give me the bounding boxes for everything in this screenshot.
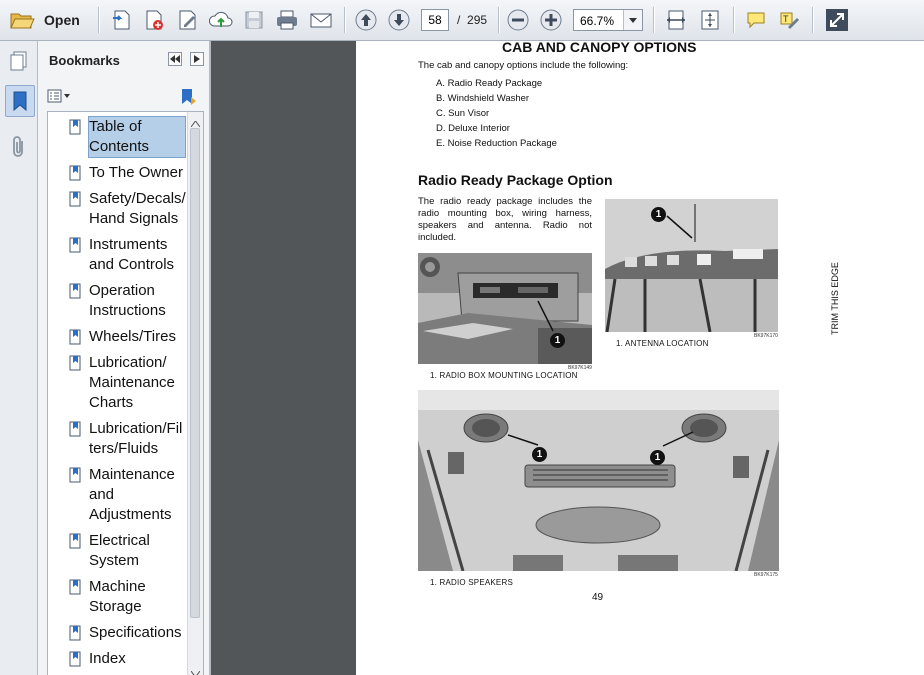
bookmark-page-icon	[69, 165, 81, 184]
callout-marker: 1	[532, 447, 547, 462]
page-number-input[interactable]: 58	[421, 9, 449, 31]
navigation-rail	[0, 41, 38, 675]
fit-page-icon[interactable]	[697, 8, 723, 32]
figure-code: BK97K149	[568, 365, 592, 371]
option-item: A. Radio Ready Package	[436, 78, 543, 89]
save-icon[interactable]	[241, 8, 267, 32]
intro-text: The cab and canopy options include the following:	[418, 60, 629, 71]
panel-forward-icon[interactable]	[190, 52, 204, 66]
upload-cloud-icon[interactable]	[207, 8, 235, 32]
page-heading: CAB AND CANOPY OPTIONS	[502, 41, 697, 55]
edit-document-icon[interactable]	[175, 8, 201, 32]
bookmarks-panel	[38, 41, 210, 675]
figure-caption: 1. ANTENNA LOCATION	[616, 339, 709, 348]
comment-icon[interactable]	[743, 8, 769, 32]
trim-edge-label: TRIM THIS EDGE	[830, 262, 840, 335]
bookmark-page-icon	[69, 329, 81, 348]
callout-marker: 1	[651, 207, 666, 222]
expand-bookmark-icon[interactable]	[179, 87, 199, 107]
radio-box-photo	[418, 253, 592, 364]
option-item: E. Noise Reduction Package	[436, 138, 557, 149]
bookmark-page-icon	[69, 467, 81, 486]
previous-page-icon[interactable]	[353, 8, 379, 32]
bookmark-page-icon	[69, 283, 81, 302]
bookmark-tree: Table of Contents To The Owner Safety/Decals/ Hand Signals Instruments and Controls Operation Instructions Wheels/Tires Lubrication/ Maintenance Charts Lubrication/Fil ters/Fluids Maintenance and Adjustments Electrical System Machine Storage Specifications Index	[47, 111, 204, 675]
page-number: 49	[592, 592, 604, 603]
section-title: Radio Ready Package Option	[418, 172, 613, 188]
figure-caption: 1. RADIO BOX MOUNTING LOCATION	[430, 371, 578, 380]
callout-marker: 1	[650, 450, 665, 465]
highlight-text-icon[interactable]	[776, 8, 802, 32]
zoom-out-icon[interactable]	[505, 8, 531, 32]
bookmark-page-icon	[69, 579, 81, 598]
attachments-icon[interactable]	[6, 134, 32, 160]
toolbar	[0, 0, 924, 41]
bookmark-page-icon	[69, 237, 81, 256]
antenna-photo	[605, 199, 778, 332]
bookmarks-scrollbar[interactable]	[187, 112, 203, 675]
speakers-photo	[418, 390, 779, 571]
print-icon[interactable]	[273, 8, 301, 32]
zoom-in-icon[interactable]	[538, 8, 564, 32]
pdf-page	[356, 41, 924, 675]
bookmark-page-icon	[69, 651, 81, 670]
chevron-down-icon[interactable]	[623, 10, 642, 30]
svg-text:T: T	[783, 14, 789, 24]
section-paragraph: The radio ready package includes the radio mounting box, wiring harness, speakers and antenna. Radio not included.	[418, 196, 592, 243]
bookmark-page-icon	[69, 355, 81, 374]
zoom-select[interactable]: 66.7%	[573, 9, 643, 31]
figure-caption: 1. RADIO SPEAKERS	[430, 578, 513, 587]
bookmark-options-icon[interactable]	[47, 87, 73, 105]
scrollbar-thumb[interactable]	[190, 128, 200, 618]
bookmarks-panel-title: Bookmarks	[49, 53, 120, 68]
option-item: D. Deluxe Interior	[436, 123, 510, 134]
option-item: B. Windshield Washer	[436, 93, 530, 104]
expand-icon[interactable]	[823, 8, 851, 32]
callout-marker: 1	[550, 333, 565, 348]
bookmark-page-icon	[69, 191, 81, 210]
scroll-down-icon[interactable]	[191, 665, 200, 675]
bookmarks-icon[interactable]	[5, 85, 35, 117]
open-folder-icon[interactable]	[8, 8, 36, 32]
create-pdf-icon[interactable]	[109, 8, 135, 32]
option-item: C. Sun Visor	[436, 108, 490, 119]
bookmark-page-icon	[69, 119, 81, 138]
figure-code: BK97K175	[754, 572, 778, 578]
next-page-icon[interactable]	[386, 8, 412, 32]
bookmark-page-icon	[69, 533, 81, 552]
page-total-label: / 295	[457, 13, 488, 27]
fit-width-icon[interactable]	[663, 8, 689, 32]
bookmark-page-icon	[69, 421, 81, 440]
bookmark-page-icon	[69, 625, 81, 644]
figure-code: BK97K170	[754, 333, 778, 339]
combine-files-icon[interactable]	[141, 8, 167, 32]
open-button[interactable]: Open	[44, 12, 80, 28]
page-thumbnails-icon[interactable]	[6, 48, 32, 74]
email-icon[interactable]	[307, 8, 335, 32]
collapse-panel-icon[interactable]	[168, 52, 182, 66]
